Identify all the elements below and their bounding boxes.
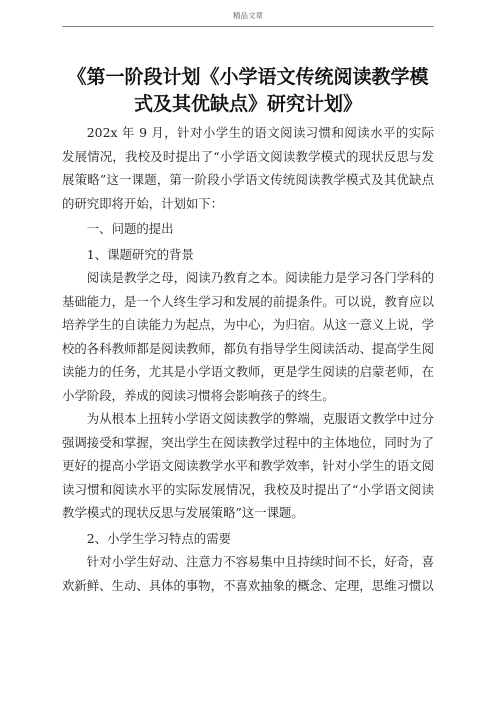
document-body — [62, 121, 434, 597]
page-header: 精品文章 — [62, 10, 434, 27]
paragraph-reform-purpose: 为从根本上扭转小学语文阅读教学的弊端，克服语文教学中过分强调接受和掌握，突出学生在阅读教学过程中的主体地位，同时为了更好的提高小学语文阅读教学水平和教学效率，针对小学生的语文阅读习惯和阅读水平的实际发展情况，我校及时提出了“小学语文阅读教学模式的现状反思与发展策略”这一课题。 — [62, 411, 434, 520]
paragraph-student-traits: 针对小学生好动、注意力不容易集中且持续时间不长，好奇，喜欢新鲜、生动、具体的事物，不喜欢抽象的概念、定理，思维习惯以 — [62, 554, 434, 593]
paragraph-intro: 202x 年 9 月，针对小学生的语文阅读习惯和阅读水平的实际发展情况，我校及时提出了“小学语文阅读教学模式的现状反思与发展策略”这一课题，第一阶段小学语文传统阅读教学模式及其优缺点的研究即将开始，计划如下： — [62, 125, 434, 211]
subheading-student-needs: 2、小学生学习特点的需要 — [86, 530, 231, 546]
subheading-background: 1、课题研究的背景 — [86, 246, 194, 262]
document-title: 《第一阶段计划《小学语文传统阅读教学模式及其优缺点》研究计划》 — [67, 66, 429, 115]
section-heading-problem: 一、问题的提出 — [86, 221, 174, 236]
paragraph-reading-importance: 阅读是教学之母，阅读乃教育之本。阅读能力是学习各门学科的基础能力，是一个人终生学习和发展的前提条件。可以说，教育应以培养学生的自读能力为起点，为中心，为归宿。从这一意义上说，学校的各科教师都是阅读教师，都负有指导学生阅读活动、提高学生阅读能力的任务，尤其是小学语文教师，更是学生阅读的启蒙老师，在小学阶段，养成的阅读习惯将会影响孩子的终生。 — [62, 270, 434, 403]
